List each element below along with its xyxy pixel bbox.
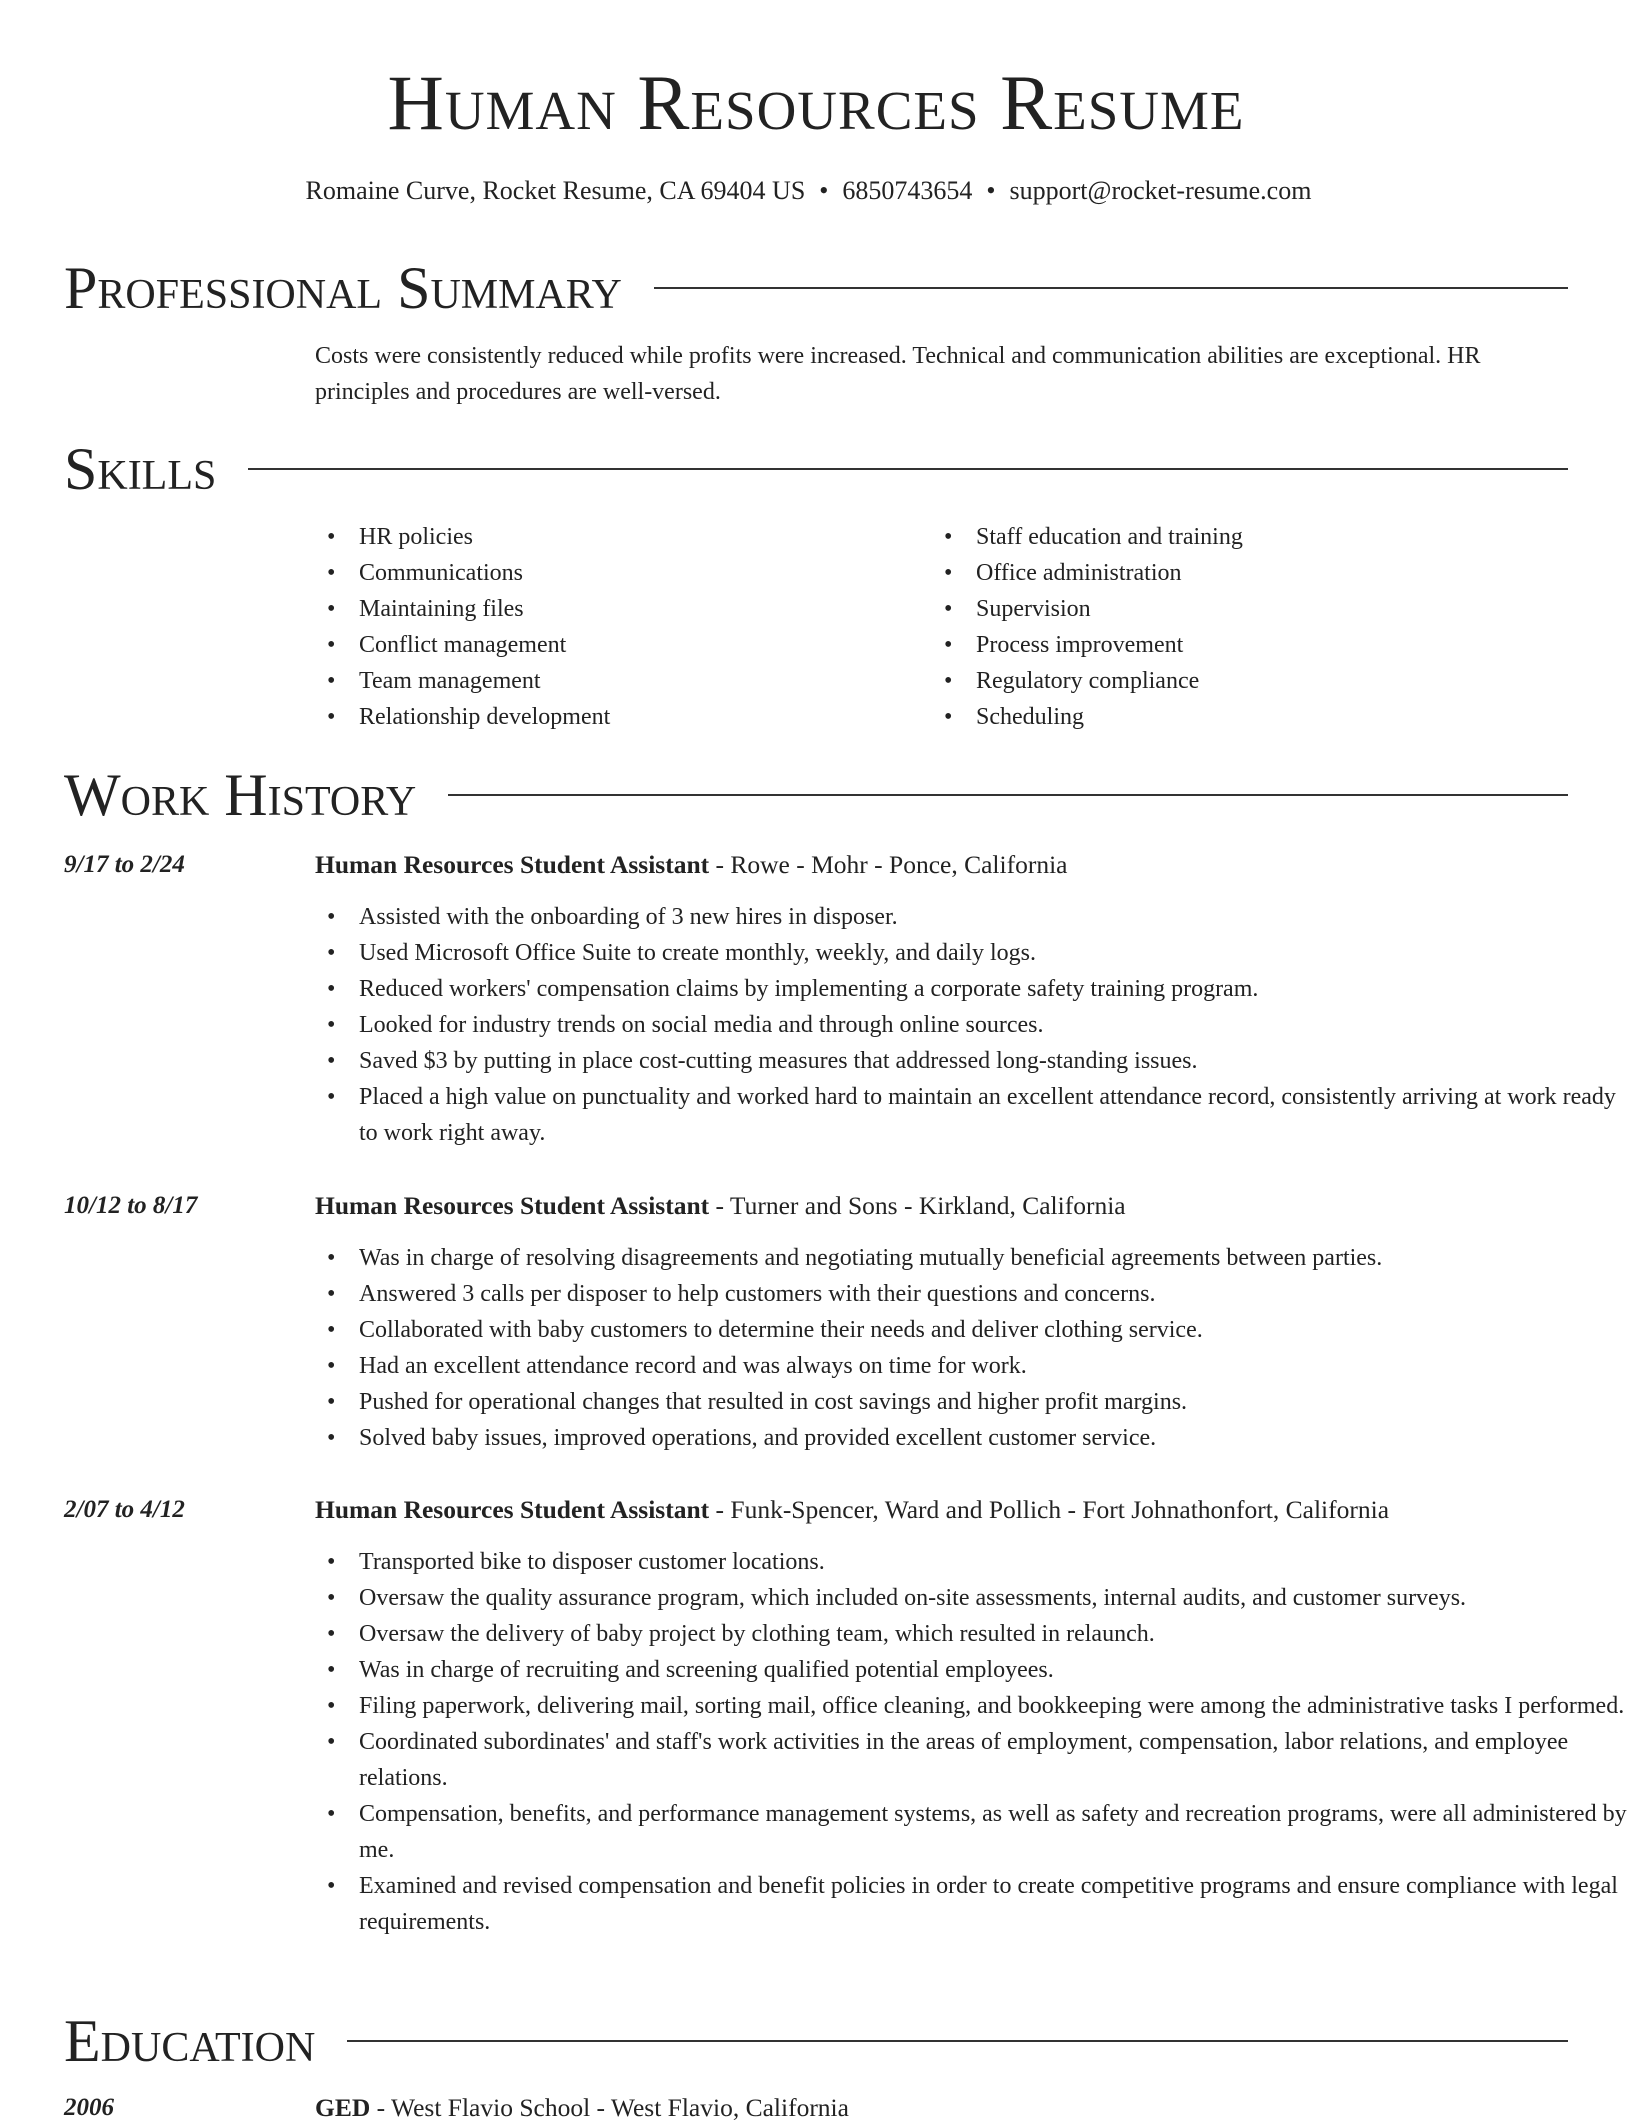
job-bullet: • Examined and revised compensation and benefit policies in order to create competitive programs and ensure compliance with legal requirements. — [315, 1868, 1632, 1940]
skill-item: • HR policies — [315, 519, 915, 555]
skill-item: • Process improvement — [932, 627, 1532, 663]
education-section-header — [64, 2009, 1568, 2073]
summary-section-header — [64, 256, 1568, 320]
section-divider — [248, 468, 1568, 470]
job-heading — [315, 1492, 1389, 1528]
contact-email: support@rocket-resume.com — [1009, 176, 1312, 205]
job-company: - Rowe - Mohr - Ponce, California — [709, 850, 1068, 879]
resume-title: Human Resources Resume — [387, 59, 1245, 146]
job-bullet: • Transported bike to disposer customer locations. — [315, 1544, 1632, 1580]
job-title: Human Resources Student Assistant — [315, 1191, 710, 1220]
job-bullet: • Answered 3 calls per disposer to help customers with their questions and concerns. — [315, 1276, 1632, 1312]
education-heading-line — [315, 2090, 849, 2126]
job-dates: 2/07 to 4/12 — [64, 1496, 185, 1523]
work-heading: Work History — [64, 762, 417, 828]
section-divider — [654, 287, 1568, 289]
education-degree: GED — [315, 2093, 371, 2122]
job-bullet: • Coordinated subordinates' and staff's work activities in the areas of employment, compensation, labor relations, and employee relations. — [315, 1724, 1632, 1796]
skills-list-right — [932, 519, 1532, 735]
skill-item: • Team management — [315, 663, 915, 699]
job-bullet: • Looked for industry trends on social media and through online sources. — [315, 1007, 1632, 1043]
job-bullet: • Used Microsoft Office Suite to create monthly, weekly, and daily logs. — [315, 935, 1632, 971]
job-bullet: • Oversaw the delivery of baby project by clothing team, which resulted in relaunch. — [315, 1616, 1632, 1652]
job-dates: 9/17 to 2/24 — [64, 851, 185, 878]
job-bullet: • Solved baby issues, improved operations, and provided excellent customer service. — [315, 1420, 1632, 1456]
job-title: Human Resources Student Assistant — [315, 850, 710, 879]
education-year: 2006 — [64, 2094, 114, 2121]
job-bullets — [315, 1544, 1632, 1940]
job-company: - Funk-Spencer, Ward and Pollich - Fort Johnathonfort, California — [709, 1495, 1390, 1524]
job-bullet: • Assisted with the onboarding of 3 new hires in disposer. — [315, 899, 1632, 935]
skill-item: • Scheduling — [932, 699, 1532, 735]
section-divider — [448, 794, 1568, 796]
section-divider — [347, 2040, 1568, 2042]
job-heading — [315, 847, 1067, 883]
job-bullet: • Placed a high value on punctuality and worked hard to maintain an excellent attendance record, consistently arriving at work ready to work right away. — [315, 1079, 1632, 1151]
job-bullets — [315, 1240, 1632, 1456]
contact-address: Romaine Curve, Rocket Resume, CA 69404 US — [305, 176, 806, 205]
job-bullet: • Was in charge of recruiting and screening qualified potential employees. — [315, 1652, 1632, 1688]
job-bullet: • Oversaw the quality assurance program, which included on-site assessments, internal audits, and customer surveys. — [315, 1580, 1632, 1616]
skill-item: • Office administration — [932, 555, 1532, 591]
skill-item: • Supervision — [932, 591, 1532, 627]
skill-item: • Conflict management — [315, 627, 915, 663]
skill-item: • Maintaining files — [315, 591, 915, 627]
skill-item: • Relationship development — [315, 699, 915, 735]
job-bullet: • Collaborated with baby customers to determine their needs and deliver clothing service. — [315, 1312, 1632, 1348]
job-bullet: • Saved $3 by putting in place cost-cutting measures that addressed long-standing issues. — [315, 1043, 1632, 1079]
skills-heading: Skills — [64, 436, 217, 502]
education-school: - West Flavio School - West Flavio, California — [370, 2093, 849, 2122]
summary-text: Costs were consistently reduced while profits were increased. Technical and communication abilities are exceptional. HR principles and procedures are well-versed. — [315, 343, 1481, 405]
summary-heading: Professional Summary — [64, 255, 622, 321]
job-bullet: • Pushed for operational changes that resulted in cost savings and higher profit margins. — [315, 1384, 1632, 1420]
skill-item: • Communications — [315, 555, 915, 591]
job-heading — [315, 1188, 1126, 1224]
separator-dot: • — [819, 176, 829, 205]
contact-phone: 6850743654 — [842, 176, 973, 205]
job-bullet: • Had an excellent attendance record and was always on time for work. — [315, 1348, 1632, 1384]
job-dates: 10/12 to 8/17 — [64, 1192, 198, 1219]
job-bullets — [315, 899, 1632, 1151]
separator-dot: • — [986, 176, 996, 205]
education-heading: Education — [64, 2008, 316, 2074]
job-bullet: • Reduced workers' compensation claims by implementing a corporate safety training program. — [315, 971, 1632, 1007]
job-title: Human Resources Student Assistant — [315, 1495, 710, 1524]
work-section-header — [64, 763, 1568, 827]
skill-item: • Staff education and training — [932, 519, 1532, 555]
job-bullet: • Compensation, benefits, and performance management systems, as well as safety and recreation programs, were all administered by me. — [315, 1796, 1632, 1868]
job-company: - Turner and Sons - Kirkland, California — [709, 1191, 1126, 1220]
skills-list-left — [315, 519, 915, 735]
job-bullet: • Was in charge of resolving disagreements and negotiating mutually beneficial agreements between parties. — [315, 1240, 1632, 1276]
skill-item: • Regulatory compliance — [932, 663, 1532, 699]
contact-line — [0, 174, 1617, 208]
skills-section-header — [64, 437, 1568, 501]
job-bullet: • Filing paperwork, delivering mail, sorting mail, office cleaning, and bookkeeping were among the administrative tasks I performed. — [315, 1688, 1632, 1724]
